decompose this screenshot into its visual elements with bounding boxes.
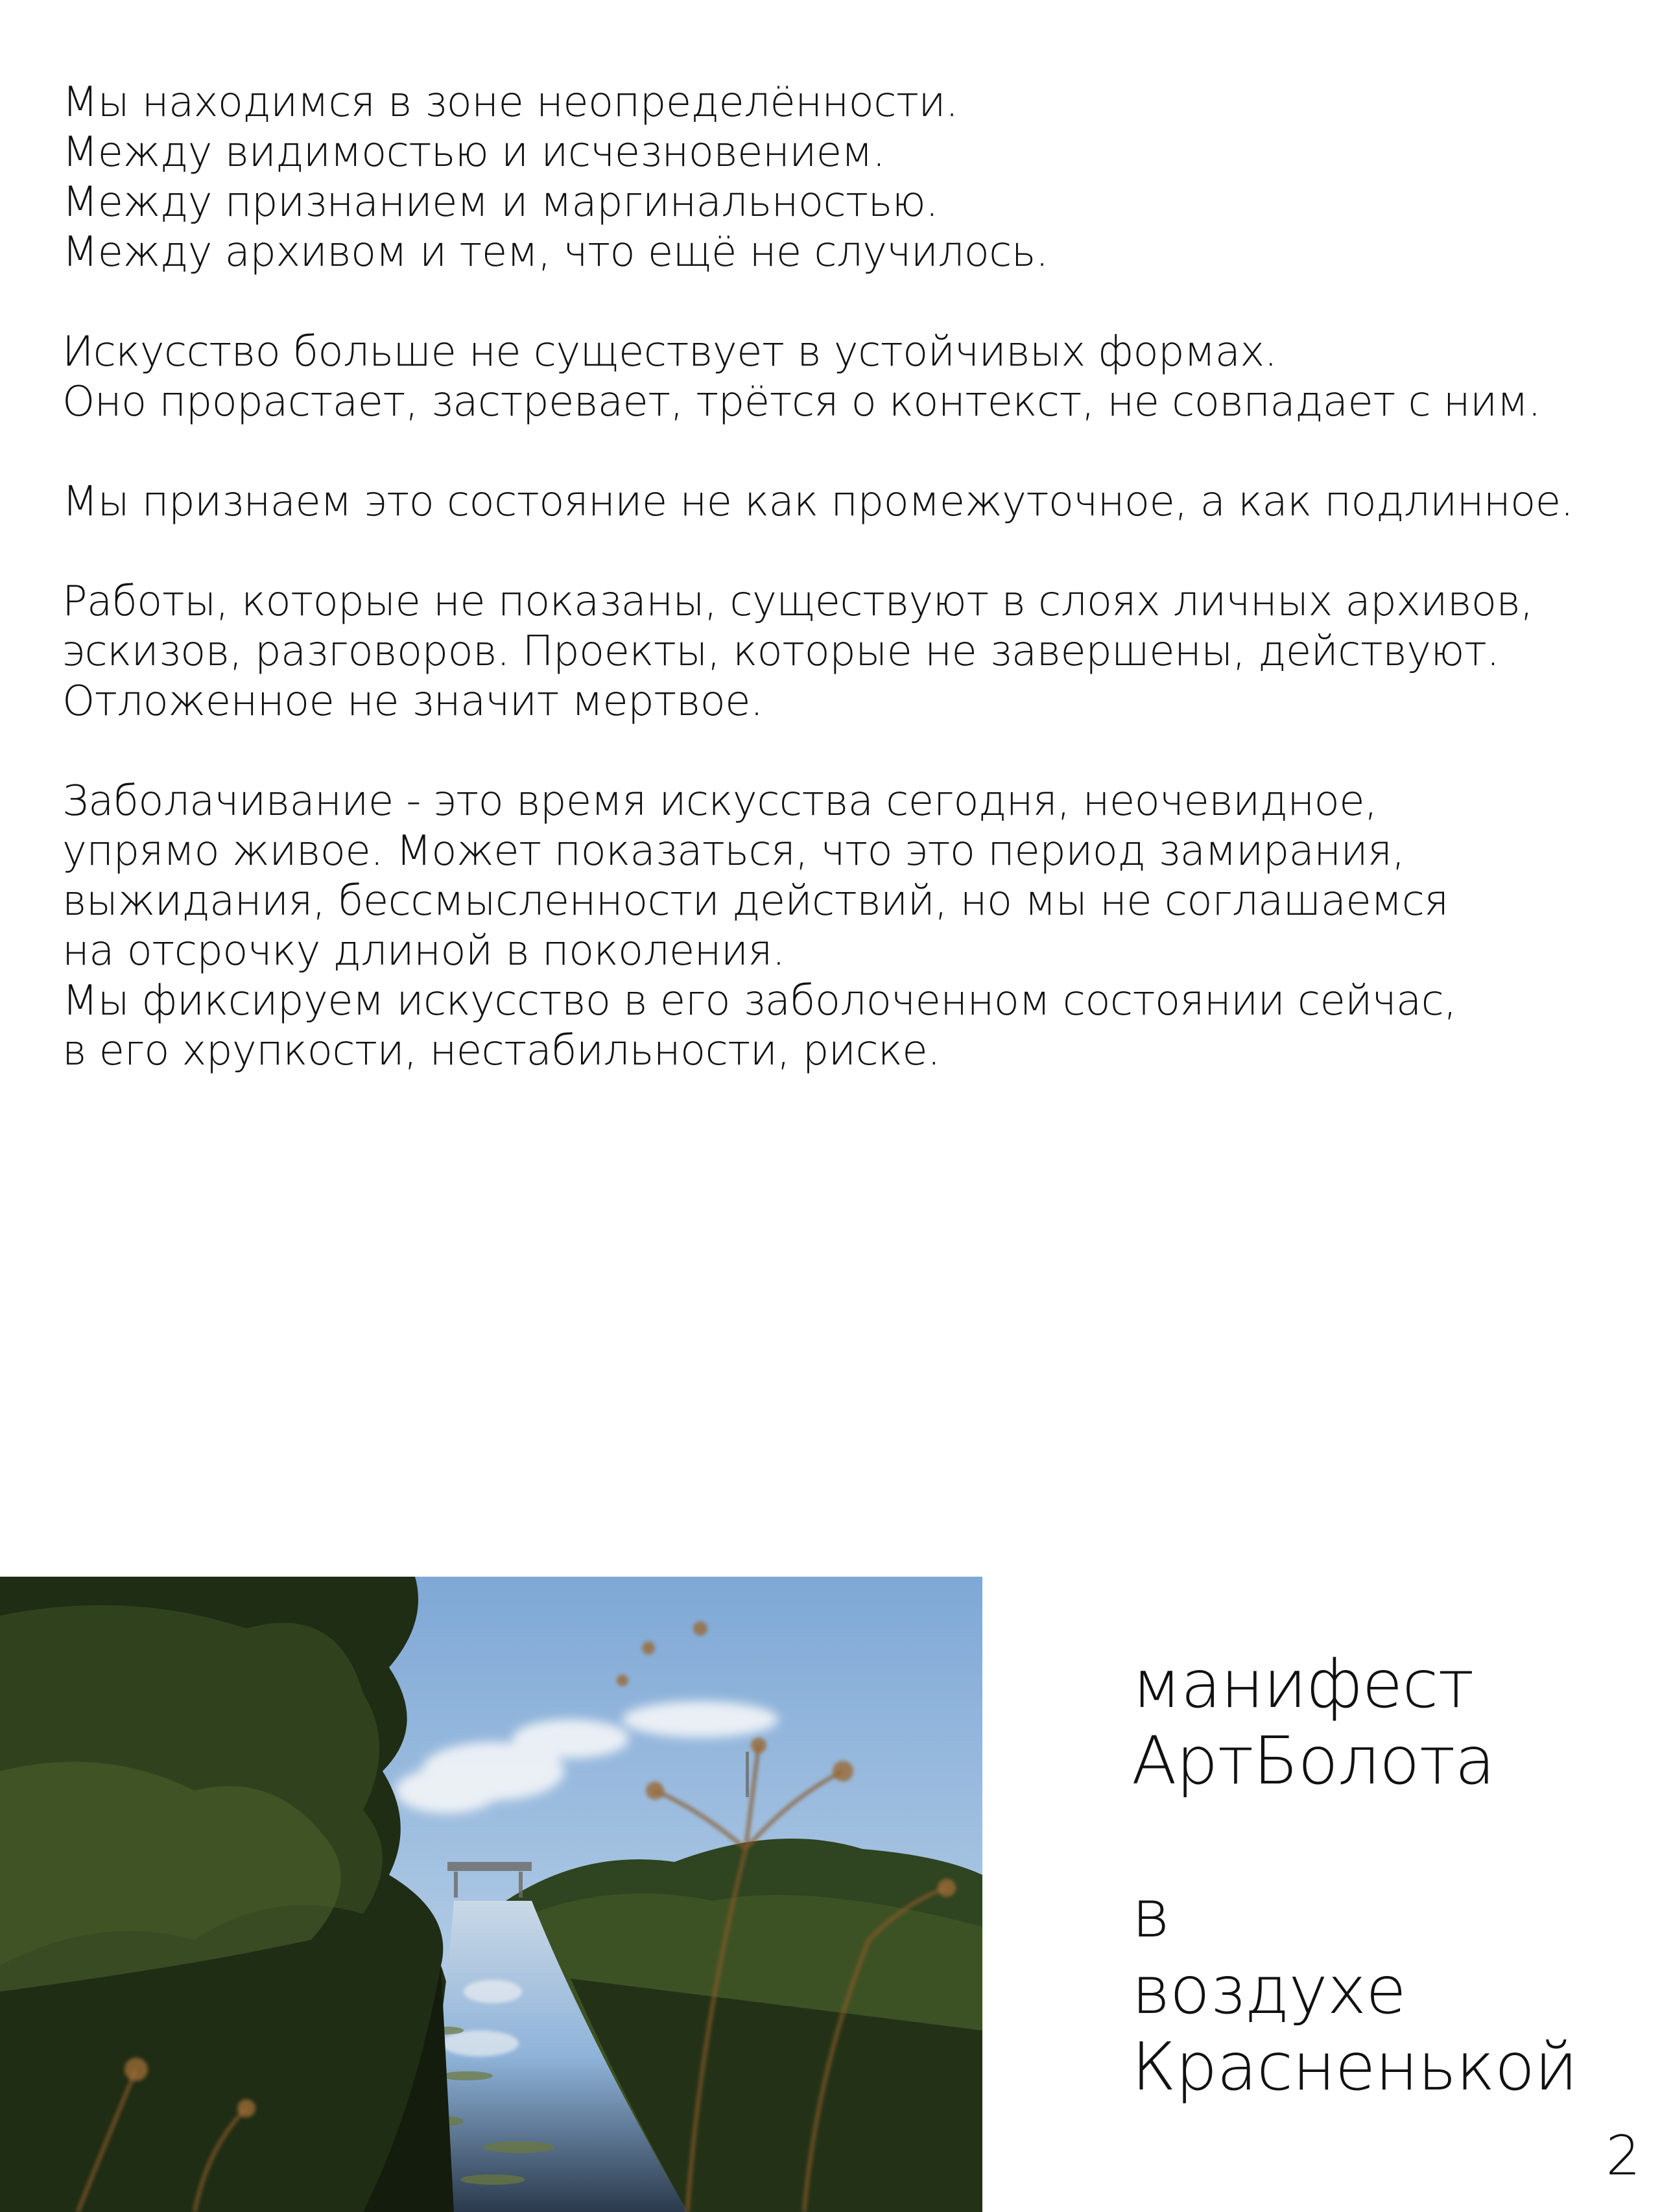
manifest-line: выжидания, бессмысленности действий, но мы не соглашаемся [62,877,1449,925]
manifest-line: Оно прорастает, застревает, трётся о контекст, не совпадает с ним. [62,378,1541,426]
manifest-paragraph [62,327,1638,427]
manifest-line: Мы находимся в зоне неопределённости. [62,78,958,126]
manifest-line: Заболачивание - это время искусства сегодня, неочевидное, [62,777,1377,825]
manifest-paragraph [62,477,1638,527]
manifest-line: эскизов, разговоров. Проекты, которые не завершены, действуют. [62,628,1500,676]
manifest-line: Работы, которые не показаны, существуют в слоях личных архивов, [62,578,1534,626]
caption-line: воздухе [1132,1952,1406,2029]
manifest-title-caption [1132,1647,1637,2106]
caption-line: Красненькой [1132,2029,1578,2106]
manifest-line: упрямо живое. Может показаться, что это период замирания, [62,827,1405,875]
manifest-line: Мы фиксируем искусство в его заболоченном состоянии сейчас, [62,977,1457,1025]
manifest-line: Между признанием и маргинальностью. [62,178,938,226]
river-photo [0,1577,982,2212]
manifest-paragraph [62,78,1638,277]
manifest-line: Между видимостью и исчезновением. [62,128,885,176]
manifest-text [62,78,1638,1126]
caption-line: манифест [1132,1646,1474,1723]
manifest-line: в его хрупкости, нестабильности, риске. [62,1027,940,1075]
caption-line: в [1132,1876,1170,1953]
caption-line: АртБолота [1132,1723,1495,1800]
caption-line [1132,1800,1637,1876]
manifest-line: Мы признаем это состояние не как промежуточное, а как подлинное. [62,478,1574,526]
manifest-line: на отсрочку длиной в поколения. [62,927,785,975]
manifest-paragraph [62,577,1638,727]
manifest-line: Между архивом и тем, что ещё не случилось. [62,228,1049,276]
manifest-paragraph [62,777,1638,1076]
manifest-line: Отложенное не значит мертвое. [62,677,763,725]
page-number: 2 [1606,2124,1641,2187]
manifest-line: Искусство больше не существует в устойчивых формах. [62,328,1277,376]
